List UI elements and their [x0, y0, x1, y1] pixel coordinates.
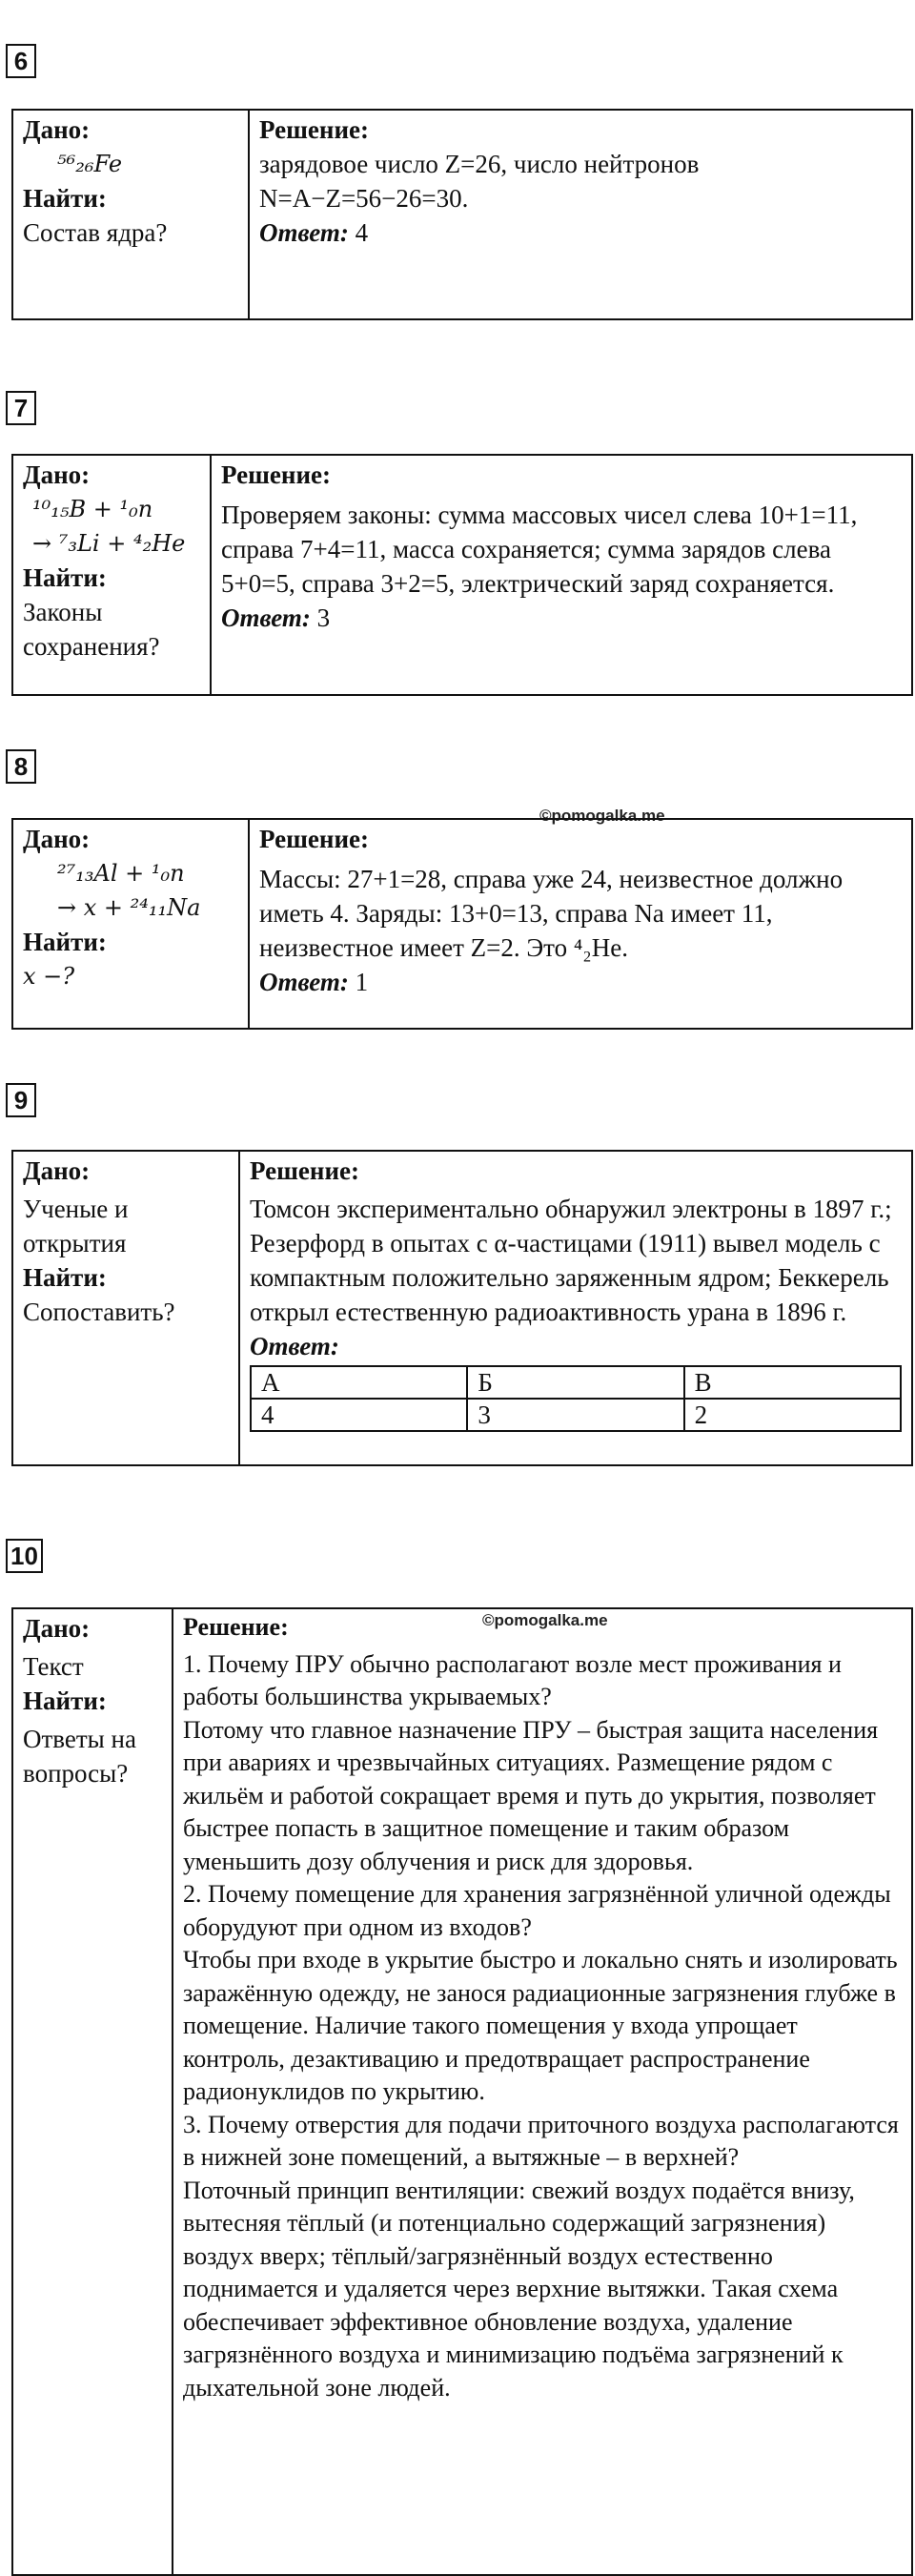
solution-label: Решение: — [259, 825, 369, 853]
find-text: Ответы на вопросы? — [23, 1725, 136, 1788]
find-text: Сопоставить? — [23, 1298, 175, 1326]
task-number-6: 6 — [6, 44, 36, 78]
answer-header: Б — [467, 1366, 683, 1399]
answer-table-header-row — [251, 1366, 901, 1399]
find-label: Найти: — [23, 1263, 107, 1292]
task-9-table — [11, 1150, 913, 1466]
given-cell — [12, 455, 211, 695]
find-text: Состав ядра? — [23, 218, 168, 247]
question-3: 3. Почему отверстия для подачи приточного воздуха располагаются в нижней зоне помещений, а вытяжные – в верхней? — [183, 2110, 899, 2171]
solution-label: Решение: — [259, 115, 369, 144]
given-label: Дано: — [23, 825, 91, 853]
answer-label: Ответ: — [259, 968, 349, 996]
find-label: Найти: — [23, 563, 107, 592]
answer-value: 3 — [310, 603, 331, 632]
task-number-9: 9 — [6, 1083, 36, 1117]
answer-value: 3 — [467, 1399, 683, 1431]
given-label: Дано: — [23, 1614, 91, 1643]
given-formula-line2: → x + ²⁴₁₁Na — [57, 894, 201, 921]
answer-label: Ответ: — [250, 1332, 339, 1360]
solution-cell — [211, 455, 912, 695]
question-2: 2. Почему помещение для хранения загрязнённой уличной одежды оборудуют при одном из входов? — [183, 1880, 891, 1941]
answer-2: Чтобы при входе в укрытие быстро и локально снять и изолировать заражённую одежду, не занося радиационные загрязнения глубже в помещение. Наличие такого помещения у входа упрощает контроль, дезактивацию и предотвращает распространение радионуклидов по укрытию. — [183, 1946, 898, 2105]
find-label: Найти: — [23, 1687, 107, 1715]
answer-label: Ответ: — [221, 603, 311, 632]
given-formula: ⁵⁶₂₆Fe — [57, 151, 123, 177]
given-text: Текст — [23, 1652, 84, 1681]
task-10-table — [11, 1607, 913, 2576]
answer-value: 2 — [684, 1399, 901, 1431]
solution-text: Проверяем законы: сумма массовых чисел слева 10+1=11, справа 7+4=11, масса сохраняется; сумма зарядов слева 5+0=5, справа 3+2=5, электрический заряд сохраняется. — [221, 501, 858, 598]
answer-value: 4 — [251, 1399, 467, 1431]
given-text: Ученые и открытия — [23, 1195, 129, 1257]
given-label: Дано: — [23, 1156, 91, 1185]
find-text: Законы сохранения? — [23, 598, 160, 661]
given-cell — [12, 819, 249, 1029]
given-label: Дано: — [23, 115, 91, 144]
answer-table — [250, 1365, 902, 1432]
solution-cell — [173, 1608, 912, 2575]
task-6-table — [11, 109, 913, 320]
solution-text: Томсон экспериментально обнаружил электроны в 1897 г.; Резерфорд в опытах с α-частицами (1911) вывел модель с компактным положительно заряженным ядром; Беккерель открыл естественную радиоактивность урана в 1896 г. — [250, 1195, 892, 1326]
solution-cell — [249, 110, 912, 319]
given-cell — [12, 1608, 173, 2575]
given-formula-line1: ²⁷₁₃Al + ¹₀n — [57, 860, 185, 887]
given-cell — [12, 110, 249, 319]
question-1: 1. Почему ПРУ обычно располагают возле мест проживания и работы большинства укрываемых? — [183, 1649, 842, 1710]
find-label: Найти: — [23, 184, 107, 213]
solution-line: зарядовое число Z=26, число нейтронов — [259, 150, 700, 178]
task-7-table — [11, 454, 913, 696]
answer-3: Поточный принцип вентиляции: свежий воздух подаётся внизу, вытесняя тёплый (и потенциально содержащий загрязнения) воздух вверх; тёплый/загрязнённый воздух естественно поднимается и удаляется через верхние вытяжки. Такая схема обеспечивает эффективное обновление воздуха, удаление загрязнённого воздуха и минимизацию подъёма загрязнений к дыхательной зоне людей. — [183, 2176, 855, 2402]
task-number-10: 10 — [6, 1539, 43, 1573]
watermark: ©pomogalka.me — [539, 807, 665, 825]
answer-value: 1 — [348, 968, 369, 996]
watermark: ©pomogalka.me — [482, 1611, 608, 1629]
answer-label: Ответ: — [259, 218, 349, 247]
given-label: Дано: — [23, 460, 91, 489]
task-number-7: 7 — [6, 391, 36, 425]
task-8-table — [11, 818, 913, 1030]
solution-label: Решение: — [250, 1156, 359, 1185]
solution-text: Массы: 27+1=28, справа уже 24, неизвестное должно иметь 4. Заряды: 13+0=13, справа Na имеет 11, неизвестное имеет Z=2. Это ⁴₂He. — [259, 865, 844, 962]
given-formula-line2: → ⁷₃Li + ⁴₂He — [32, 530, 186, 557]
answer-table-value-row — [251, 1399, 901, 1431]
answer-header: А — [251, 1366, 467, 1399]
find-label: Найти: — [23, 928, 107, 956]
answer-line — [259, 215, 902, 250]
solution-label: Решение: — [183, 1613, 289, 1641]
answer-1: Потому что главное назначение ПРУ – быстрая защита населения при авариях и чрезвычайных ситуациях. Размещение рядом с жильём и работой сокращает время и путь до укрытия, позволяет быстрее попасть в защитное помещение и таким образом уменьшить дозу облучения и риск для здоровья. — [183, 1715, 879, 1875]
solution-line: N=A−Z=56−26=30. — [259, 184, 469, 213]
find-text: x −? — [23, 963, 75, 990]
answer-line — [259, 965, 902, 999]
solution-cell — [239, 1151, 912, 1465]
given-cell — [12, 1151, 239, 1465]
answer-line — [221, 601, 902, 635]
solution-label: Решение: — [221, 460, 331, 489]
answer-value: 4 — [348, 218, 369, 247]
task-number-8: 8 — [6, 749, 36, 784]
solution-cell — [249, 819, 912, 1029]
given-formula-line1: ¹⁰₁₅B + ¹₀n — [32, 496, 153, 522]
answer-header: В — [684, 1366, 901, 1399]
